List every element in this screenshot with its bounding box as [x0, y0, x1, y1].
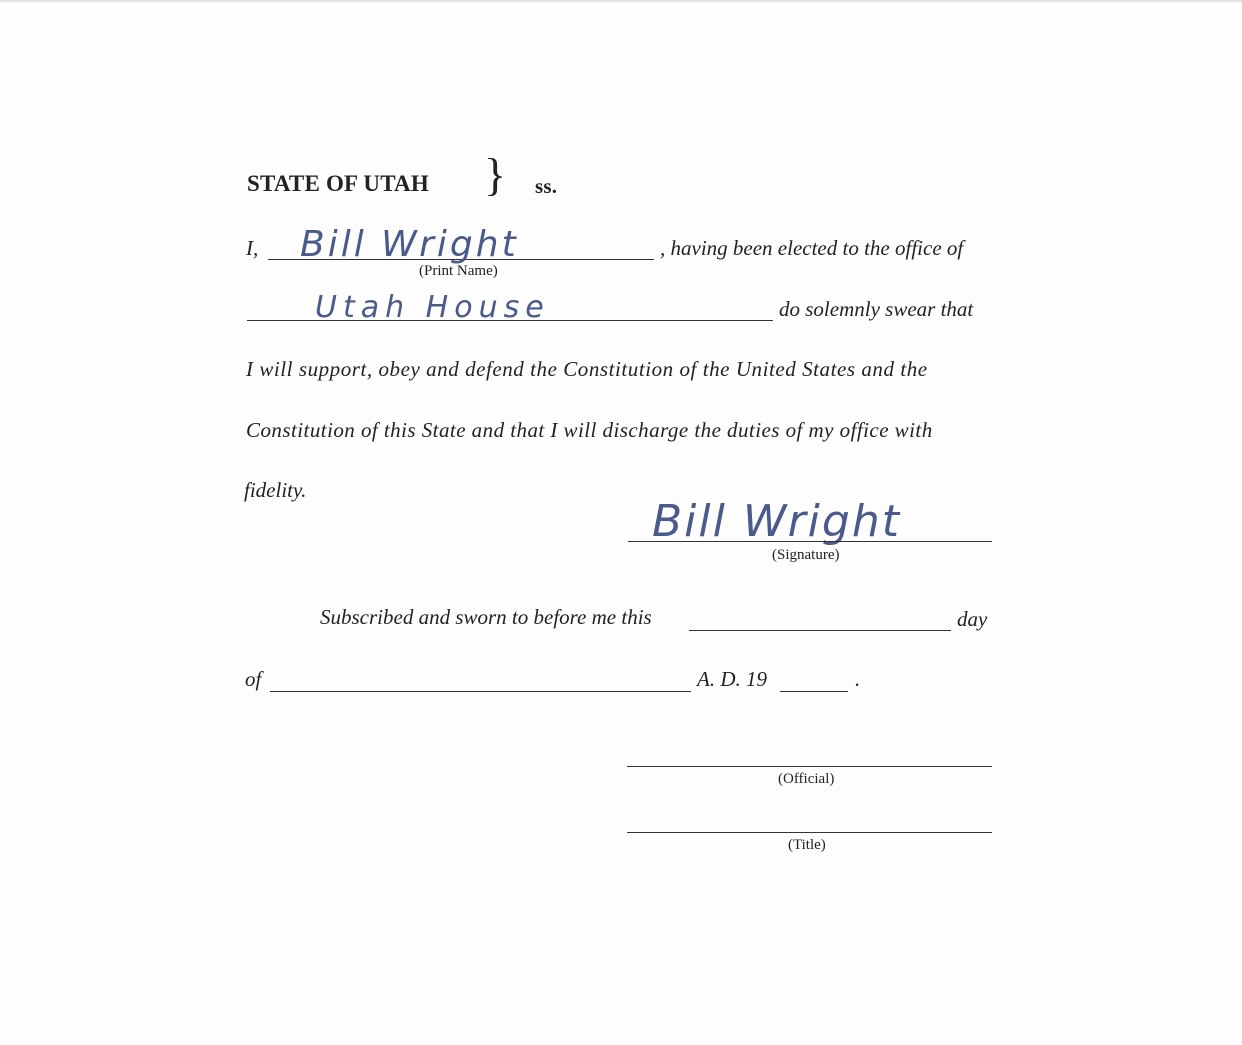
sworn-suffix: day [957, 607, 988, 631]
title-caption: (Title) [788, 837, 826, 853]
month-line [270, 691, 691, 692]
handwritten-signature: Bill Wright [652, 496, 901, 547]
official-caption: (Official) [778, 771, 835, 787]
signature-line [628, 541, 992, 542]
oath-line2-suffix: do solemnly swear that [779, 297, 974, 321]
ad-period: . [855, 667, 861, 691]
oath-line3: I will support, obey and defend the Constitution of the United States and the [246, 357, 928, 381]
year-line [780, 691, 848, 692]
day-line [689, 630, 951, 631]
handwritten-name: Bill Wright [300, 224, 519, 265]
sworn-prefix: Subscribed and sworn to before me this [320, 605, 652, 629]
oath-line1-suffix: , having been elected to the office of [660, 236, 964, 260]
state-heading: STATE OF UTAH [247, 171, 429, 196]
oath-line4: Constitution of this State and that I will discharge the duties of my office with [246, 418, 933, 442]
oath-prefix: I, [246, 236, 259, 260]
title-line [627, 832, 992, 833]
official-line [627, 766, 992, 767]
handwritten-office: Utah House [315, 290, 550, 325]
signature-caption: (Signature) [772, 547, 840, 563]
scan-edge [0, 0, 1242, 3]
oath-line5: fidelity. [244, 478, 307, 502]
of-prefix: of [245, 667, 262, 691]
brace: } [484, 149, 507, 200]
ss-label: ss. [535, 174, 558, 198]
print-name-caption: (Print Name) [419, 263, 498, 279]
ad-label: A. D. 19 [697, 667, 767, 691]
